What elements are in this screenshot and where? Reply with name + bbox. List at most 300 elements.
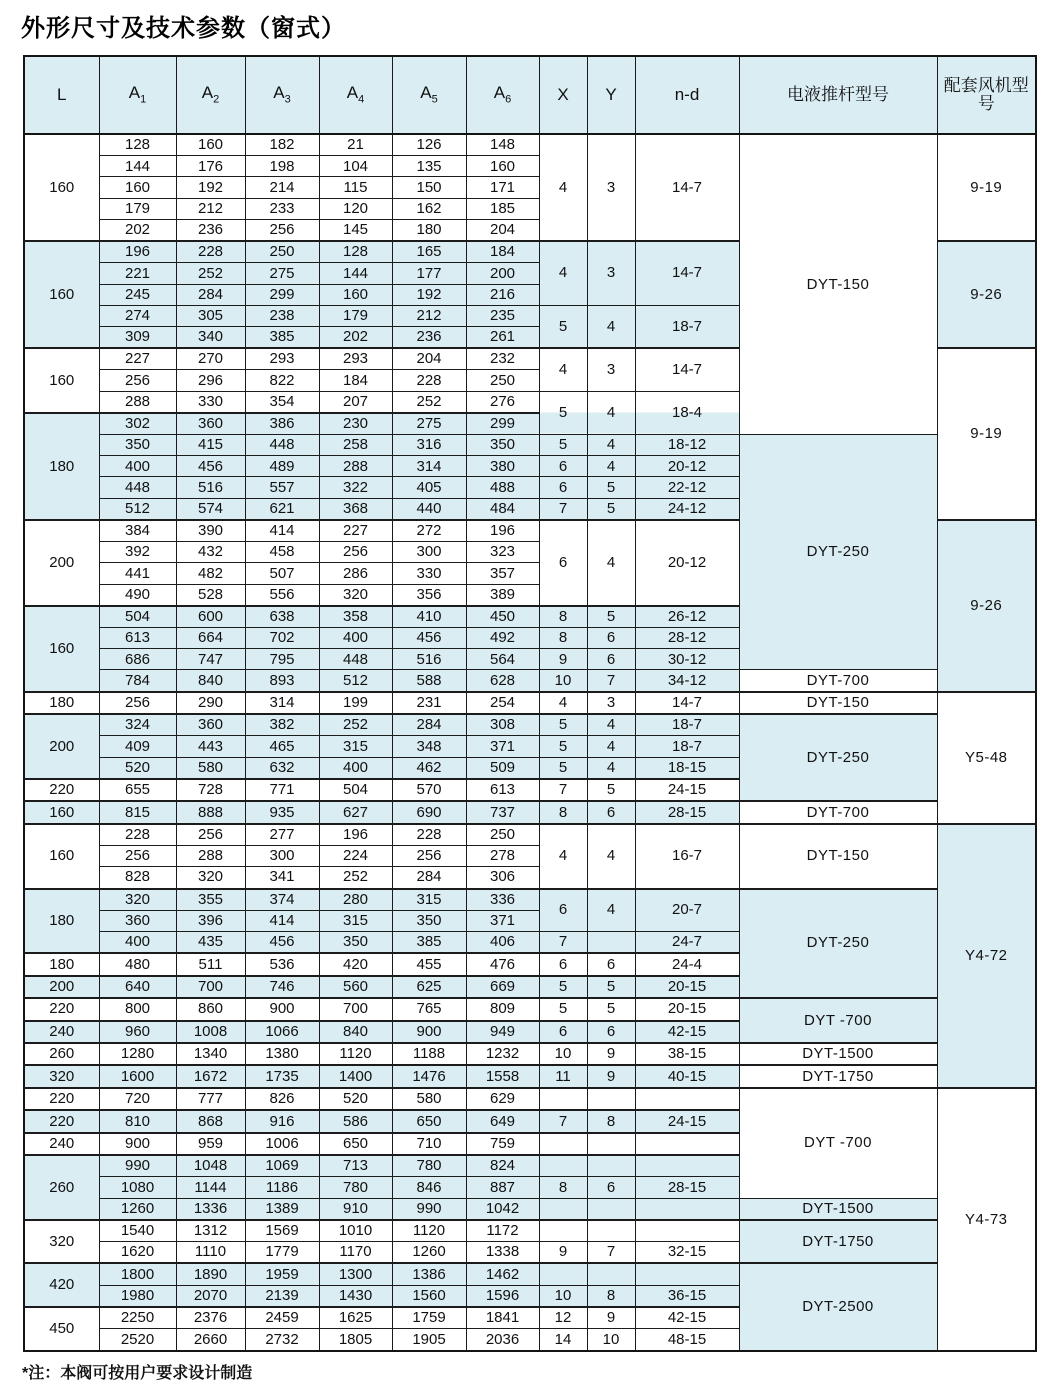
table-row bbox=[24, 1065, 1036, 1087]
cell-n-d: 24-7 bbox=[635, 931, 739, 953]
cell-pusher-model: DYT-1750 bbox=[739, 1220, 937, 1264]
cell-Y: 9 bbox=[587, 1065, 635, 1087]
cell-A6: 887 bbox=[466, 1177, 539, 1198]
cell-A4: 224 bbox=[319, 846, 392, 867]
cell-A2: 256 bbox=[176, 824, 245, 846]
cell-A3: 507 bbox=[245, 563, 319, 584]
cell-A1: 480 bbox=[99, 953, 176, 975]
cell-A4: 1805 bbox=[319, 1329, 392, 1351]
cell-A1: 144 bbox=[99, 156, 176, 177]
cell-A1: 815 bbox=[99, 801, 176, 823]
cell-A5: 192 bbox=[392, 284, 466, 305]
cell-Y: 4 bbox=[587, 520, 635, 606]
cell-A4: 288 bbox=[319, 456, 392, 477]
cell-fan-model: 9-26 bbox=[937, 241, 1036, 348]
cell-A3: 458 bbox=[245, 542, 319, 563]
cell-Y: 4 bbox=[587, 305, 635, 348]
cell-Y: 9 bbox=[587, 1043, 635, 1065]
cell-A2: 176 bbox=[176, 156, 245, 177]
cell-L: 160 bbox=[24, 824, 99, 889]
cell-A5: 462 bbox=[392, 757, 466, 779]
cell-A4: 286 bbox=[319, 563, 392, 584]
cell-Y bbox=[587, 1198, 635, 1220]
cell-A6: 196 bbox=[466, 520, 539, 542]
cell-Y: 9 bbox=[587, 1307, 635, 1329]
cell-A1: 655 bbox=[99, 779, 176, 801]
cell-n-d: 34-12 bbox=[635, 670, 739, 692]
cell-A3: 893 bbox=[245, 670, 319, 692]
cell-A2: 305 bbox=[176, 305, 245, 326]
cell-A4: 1170 bbox=[319, 1242, 392, 1264]
cell-A4: 256 bbox=[319, 542, 392, 563]
cell-A1: 520 bbox=[99, 757, 176, 779]
cell-n-d: 18-4 bbox=[635, 391, 739, 435]
cell-A6: 171 bbox=[466, 177, 539, 198]
cell-L: 200 bbox=[24, 520, 99, 606]
cell-Y: 7 bbox=[587, 1242, 635, 1264]
cell-A3: 354 bbox=[245, 391, 319, 413]
cell-n-d: 18-7 bbox=[635, 305, 739, 348]
cell-A5: 1188 bbox=[392, 1043, 466, 1065]
cell-X: 6 bbox=[539, 1021, 587, 1043]
cell-A2: 747 bbox=[176, 649, 245, 670]
cell-A5: 650 bbox=[392, 1110, 466, 1132]
column-header-0: L bbox=[24, 56, 99, 134]
cell-A6: 216 bbox=[466, 284, 539, 305]
cell-Y: 4 bbox=[587, 456, 635, 477]
cell-n-d: 24-15 bbox=[635, 779, 739, 801]
cell-X: 6 bbox=[539, 477, 587, 498]
cell-fan-model: Y5-48 bbox=[937, 692, 1036, 824]
cell-n-d: 48-15 bbox=[635, 1329, 739, 1351]
cell-A1: 900 bbox=[99, 1133, 176, 1155]
cell-n-d: 26-12 bbox=[635, 606, 739, 628]
cell-A1: 2250 bbox=[99, 1307, 176, 1329]
table-row bbox=[24, 692, 1036, 714]
cell-A2: 435 bbox=[176, 931, 245, 953]
cell-A1: 196 bbox=[99, 241, 176, 263]
cell-A6: 1338 bbox=[466, 1242, 539, 1264]
cell-A4: 320 bbox=[319, 584, 392, 606]
cell-A4: 293 bbox=[319, 348, 392, 370]
cell-A2: 888 bbox=[176, 801, 245, 823]
cell-Y: 6 bbox=[587, 628, 635, 649]
cell-A2: 284 bbox=[176, 284, 245, 305]
cell-A4: 179 bbox=[319, 305, 392, 326]
cell-A4: 202 bbox=[319, 326, 392, 348]
cell-A1: 490 bbox=[99, 584, 176, 606]
cell-X: 5 bbox=[539, 736, 587, 757]
cell-Y bbox=[587, 1220, 635, 1242]
cell-fan-model: 9-26 bbox=[937, 520, 1036, 692]
cell-pusher-model: DYT-700 bbox=[739, 801, 937, 823]
cell-n-d: 38-15 bbox=[635, 1043, 739, 1065]
cell-A4: 840 bbox=[319, 1021, 392, 1043]
cell-Y bbox=[587, 1133, 635, 1155]
cell-pusher-model: DYT-700 bbox=[739, 670, 937, 692]
cell-A4: 145 bbox=[319, 219, 392, 241]
cell-A6: 350 bbox=[466, 435, 539, 456]
cell-A1: 1260 bbox=[99, 1198, 176, 1220]
table-row bbox=[24, 670, 1036, 692]
cell-n-d bbox=[635, 1133, 739, 1155]
cell-A5: 900 bbox=[392, 1021, 466, 1043]
cell-X: 5 bbox=[539, 435, 587, 456]
cell-A5: 1560 bbox=[392, 1285, 466, 1307]
cell-A6: 276 bbox=[466, 391, 539, 413]
cell-A5: 780 bbox=[392, 1155, 466, 1177]
cell-A3: 275 bbox=[245, 263, 319, 284]
cell-n-d: 28-12 bbox=[635, 628, 739, 649]
cell-X: 8 bbox=[539, 1177, 587, 1198]
cell-A1: 360 bbox=[99, 910, 176, 931]
cell-Y: 8 bbox=[587, 1285, 635, 1307]
cell-A3: 465 bbox=[245, 736, 319, 757]
cell-A4: 504 bbox=[319, 779, 392, 801]
cell-L: 180 bbox=[24, 413, 99, 520]
cell-A2: 192 bbox=[176, 177, 245, 198]
cell-A1: 392 bbox=[99, 542, 176, 563]
cell-A1: 1600 bbox=[99, 1065, 176, 1087]
cell-A6: 250 bbox=[466, 824, 539, 846]
cell-Y: 3 bbox=[587, 692, 635, 714]
cell-A5: 1120 bbox=[392, 1220, 466, 1242]
cell-A4: 227 bbox=[319, 520, 392, 542]
cell-A5: 455 bbox=[392, 953, 466, 975]
cell-A5: 440 bbox=[392, 498, 466, 520]
cell-A4: 196 bbox=[319, 824, 392, 846]
cell-L: 200 bbox=[24, 714, 99, 779]
cell-X: 4 bbox=[539, 824, 587, 889]
cell-n-d: 22-12 bbox=[635, 477, 739, 498]
cell-A6: 949 bbox=[466, 1021, 539, 1043]
cell-A6: 184 bbox=[466, 241, 539, 263]
cell-Y: 3 bbox=[587, 348, 635, 391]
cell-X: 5 bbox=[539, 757, 587, 779]
cell-A1: 350 bbox=[99, 435, 176, 456]
cell-A4: 252 bbox=[319, 867, 392, 889]
cell-A3: 795 bbox=[245, 649, 319, 670]
cell-A4: 512 bbox=[319, 670, 392, 692]
cell-A6: 509 bbox=[466, 757, 539, 779]
cell-A1: 640 bbox=[99, 976, 176, 998]
cell-A5: 385 bbox=[392, 931, 466, 953]
cell-Y: 5 bbox=[587, 606, 635, 628]
cell-A5: 272 bbox=[392, 520, 466, 542]
cell-X: 5 bbox=[539, 305, 587, 348]
cell-A4: 128 bbox=[319, 241, 392, 263]
cell-A5: 846 bbox=[392, 1177, 466, 1198]
cell-A3: 233 bbox=[245, 198, 319, 219]
cell-A6: 649 bbox=[466, 1110, 539, 1132]
cell-A6: 1558 bbox=[466, 1065, 539, 1087]
cell-L: 240 bbox=[24, 1021, 99, 1043]
cell-X: 8 bbox=[539, 606, 587, 628]
cell-A1: 256 bbox=[99, 692, 176, 714]
cell-A5: 348 bbox=[392, 736, 466, 757]
cell-A5: 284 bbox=[392, 714, 466, 736]
cell-A3: 414 bbox=[245, 910, 319, 931]
cell-A2: 355 bbox=[176, 889, 245, 911]
cell-A6: 308 bbox=[466, 714, 539, 736]
cell-A3: 621 bbox=[245, 498, 319, 520]
cell-A2: 959 bbox=[176, 1133, 245, 1155]
cell-A6: 261 bbox=[466, 326, 539, 348]
cell-A1: 512 bbox=[99, 498, 176, 520]
cell-X: 11 bbox=[539, 1065, 587, 1087]
cell-n-d: 16-7 bbox=[635, 824, 739, 889]
cell-A5: 516 bbox=[392, 649, 466, 670]
table-row bbox=[24, 1198, 1036, 1220]
cell-Y: 4 bbox=[587, 889, 635, 932]
cell-A3: 489 bbox=[245, 456, 319, 477]
cell-A2: 360 bbox=[176, 714, 245, 736]
cell-A4: 1120 bbox=[319, 1043, 392, 1065]
cell-L: 260 bbox=[24, 1155, 99, 1220]
cell-A5: 126 bbox=[392, 134, 466, 156]
cell-X bbox=[539, 1088, 587, 1110]
cell-A4: 258 bbox=[319, 435, 392, 456]
cell-pusher-model: DYT-2500 bbox=[739, 1263, 937, 1351]
cell-A4: 21 bbox=[319, 134, 392, 156]
cell-A1: 179 bbox=[99, 198, 176, 219]
cell-A2: 528 bbox=[176, 584, 245, 606]
cell-A1: 400 bbox=[99, 456, 176, 477]
cell-Y: 4 bbox=[587, 757, 635, 779]
cell-L: 180 bbox=[24, 953, 99, 975]
cell-Y: 4 bbox=[587, 824, 635, 889]
cell-L: 450 bbox=[24, 1307, 99, 1351]
table-row bbox=[24, 1088, 1036, 1110]
cell-n-d bbox=[635, 1088, 739, 1110]
column-header-2: $A_2$ bbox=[176, 56, 245, 134]
cell-A5: 165 bbox=[392, 241, 466, 263]
cell-X: 10 bbox=[539, 1043, 587, 1065]
cell-A5: 1476 bbox=[392, 1065, 466, 1087]
cell-Y: 4 bbox=[587, 714, 635, 736]
cell-A6: 200 bbox=[466, 263, 539, 284]
cell-X: 6 bbox=[539, 520, 587, 606]
cell-A3: 238 bbox=[245, 305, 319, 326]
cell-X: 9 bbox=[539, 649, 587, 670]
cell-A2: 580 bbox=[176, 757, 245, 779]
cell-A5: 690 bbox=[392, 801, 466, 823]
cell-A3: 299 bbox=[245, 284, 319, 305]
column-header-1: $A_1$ bbox=[99, 56, 176, 134]
cell-X: 4 bbox=[539, 241, 587, 305]
cell-A4: 199 bbox=[319, 692, 392, 714]
cell-A3: 1735 bbox=[245, 1065, 319, 1087]
cell-A1: 245 bbox=[99, 284, 176, 305]
cell-X: 6 bbox=[539, 953, 587, 975]
header-row bbox=[24, 56, 1036, 134]
cell-n-d: 24-12 bbox=[635, 498, 739, 520]
cell-A1: 686 bbox=[99, 649, 176, 670]
cell-A3: 2459 bbox=[245, 1307, 319, 1329]
cell-Y: 10 bbox=[587, 1329, 635, 1351]
cell-A4: 586 bbox=[319, 1110, 392, 1132]
cell-A6: 160 bbox=[466, 156, 539, 177]
cell-A3: 1069 bbox=[245, 1155, 319, 1177]
cell-X: 6 bbox=[539, 456, 587, 477]
cell-A6: 1042 bbox=[466, 1198, 539, 1220]
cell-L: 160 bbox=[24, 801, 99, 823]
cell-A2: 456 bbox=[176, 456, 245, 477]
cell-A6: 1596 bbox=[466, 1285, 539, 1307]
cell-Y bbox=[587, 1088, 635, 1110]
cell-n-d: 18-12 bbox=[635, 435, 739, 456]
cell-A1: 221 bbox=[99, 263, 176, 284]
cell-pusher-model: DYT-250 bbox=[739, 714, 937, 801]
cell-A2: 236 bbox=[176, 219, 245, 241]
cell-A4: 115 bbox=[319, 177, 392, 198]
cell-A6: 476 bbox=[466, 953, 539, 975]
cell-L: 420 bbox=[24, 1263, 99, 1307]
cell-A2: 2660 bbox=[176, 1329, 245, 1351]
page-title: 外形尺寸及技术参数（窗式） bbox=[21, 15, 346, 42]
cell-A5: 405 bbox=[392, 477, 466, 498]
cell-A4: 280 bbox=[319, 889, 392, 911]
cell-A4: 315 bbox=[319, 736, 392, 757]
cell-A5: 135 bbox=[392, 156, 466, 177]
cell-A2: 320 bbox=[176, 867, 245, 889]
cell-A2: 516 bbox=[176, 477, 245, 498]
cell-Y bbox=[587, 1263, 635, 1285]
cell-A5: 1386 bbox=[392, 1263, 466, 1285]
cell-A1: 256 bbox=[99, 370, 176, 391]
cell-A6: 628 bbox=[466, 670, 539, 692]
cell-X: 6 bbox=[539, 889, 587, 932]
cell-A3: 374 bbox=[245, 889, 319, 911]
cell-A3: 916 bbox=[245, 1110, 319, 1132]
cell-A4: 650 bbox=[319, 1133, 392, 1155]
cell-A6: 185 bbox=[466, 198, 539, 219]
cell-A3: 638 bbox=[245, 606, 319, 628]
cell-fan-model: 9-19 bbox=[937, 348, 1036, 520]
cell-A5: 1260 bbox=[392, 1242, 466, 1264]
cell-A2: 1144 bbox=[176, 1177, 245, 1198]
cell-X: 8 bbox=[539, 628, 587, 649]
cell-A3: 214 bbox=[245, 177, 319, 198]
cell-A1: 1080 bbox=[99, 1177, 176, 1198]
cell-A2: 840 bbox=[176, 670, 245, 692]
cell-L: 160 bbox=[24, 348, 99, 413]
cell-A3: 556 bbox=[245, 584, 319, 606]
cell-pusher-model: DYT -700 bbox=[739, 1088, 937, 1198]
cell-A6: 380 bbox=[466, 456, 539, 477]
cell-A4: 1010 bbox=[319, 1220, 392, 1242]
cell-A2: 288 bbox=[176, 846, 245, 867]
cell-n-d: 24-4 bbox=[635, 953, 739, 975]
cell-A4: 627 bbox=[319, 801, 392, 823]
cell-A6: 254 bbox=[466, 692, 539, 714]
cell-A5: 410 bbox=[392, 606, 466, 628]
cell-A1: 202 bbox=[99, 219, 176, 241]
column-header-4: $A_4$ bbox=[319, 56, 392, 134]
cell-A1: 810 bbox=[99, 1110, 176, 1132]
cell-A2: 330 bbox=[176, 391, 245, 413]
cell-X: 7 bbox=[539, 1110, 587, 1132]
footnote: *注：本阀可按用户要求设计制造 bbox=[22, 1365, 253, 1382]
cell-A5: 315 bbox=[392, 889, 466, 911]
cell-A5: 275 bbox=[392, 413, 466, 435]
cell-L: 220 bbox=[24, 1088, 99, 1110]
cell-L: 260 bbox=[24, 1043, 99, 1065]
cell-A4: 207 bbox=[319, 391, 392, 413]
cell-A5: 228 bbox=[392, 370, 466, 391]
cell-A4: 713 bbox=[319, 1155, 392, 1177]
cell-n-d: 28-15 bbox=[635, 801, 739, 823]
cell-A3: 536 bbox=[245, 953, 319, 975]
cell-A5: 252 bbox=[392, 391, 466, 413]
cell-A1: 324 bbox=[99, 714, 176, 736]
cell-A6: 371 bbox=[466, 910, 539, 931]
cell-L: 220 bbox=[24, 1110, 99, 1132]
cell-n-d: 28-15 bbox=[635, 1177, 739, 1198]
cell-Y: 6 bbox=[587, 649, 635, 670]
cell-A3: 1066 bbox=[245, 1021, 319, 1043]
cell-X: 4 bbox=[539, 348, 587, 391]
cell-pusher-model: DYT-250 bbox=[739, 435, 937, 670]
cell-A1: 990 bbox=[99, 1155, 176, 1177]
cell-L: 320 bbox=[24, 1065, 99, 1087]
cell-A2: 443 bbox=[176, 736, 245, 757]
cell-A3: 293 bbox=[245, 348, 319, 370]
cell-Y: 3 bbox=[587, 134, 635, 241]
cell-A5: 180 bbox=[392, 219, 466, 241]
cell-pusher-model: DYT-150 bbox=[739, 824, 937, 889]
cell-A2: 290 bbox=[176, 692, 245, 714]
cell-n-d: 42-15 bbox=[635, 1307, 739, 1329]
cell-A2: 600 bbox=[176, 606, 245, 628]
cell-A5: 228 bbox=[392, 824, 466, 846]
cell-A4: 230 bbox=[319, 413, 392, 435]
cell-pusher-model: DYT -700 bbox=[739, 998, 937, 1043]
cell-Y: 6 bbox=[587, 1021, 635, 1043]
cell-A3: 2139 bbox=[245, 1285, 319, 1307]
cell-A2: 574 bbox=[176, 498, 245, 520]
cell-X: 7 bbox=[539, 498, 587, 520]
cell-A6: 759 bbox=[466, 1133, 539, 1155]
cell-A1: 384 bbox=[99, 520, 176, 542]
cell-X: 9 bbox=[539, 1242, 587, 1264]
cell-A4: 368 bbox=[319, 498, 392, 520]
column-header-3: $A_3$ bbox=[245, 56, 319, 134]
cell-X: 5 bbox=[539, 998, 587, 1020]
cell-A3: 456 bbox=[245, 931, 319, 953]
cell-A1: 302 bbox=[99, 413, 176, 435]
cell-A2: 700 bbox=[176, 976, 245, 998]
cell-A2: 415 bbox=[176, 435, 245, 456]
cell-X: 10 bbox=[539, 1285, 587, 1307]
cell-A2: 860 bbox=[176, 998, 245, 1020]
cell-A5: 314 bbox=[392, 456, 466, 477]
cell-pusher-model: DYT-1750 bbox=[739, 1065, 937, 1087]
cell-A6: 737 bbox=[466, 801, 539, 823]
table-row bbox=[24, 714, 1036, 736]
cell-L: 220 bbox=[24, 998, 99, 1020]
cell-A6: 1232 bbox=[466, 1043, 539, 1065]
cell-Y: 5 bbox=[587, 998, 635, 1020]
cell-A2: 390 bbox=[176, 520, 245, 542]
cell-A2: 160 bbox=[176, 134, 245, 156]
cell-A3: 2732 bbox=[245, 1329, 319, 1351]
cell-A6: 336 bbox=[466, 889, 539, 911]
cell-A3: 256 bbox=[245, 219, 319, 241]
cell-A6: 1462 bbox=[466, 1263, 539, 1285]
cell-A6: 492 bbox=[466, 628, 539, 649]
cell-A5: 212 bbox=[392, 305, 466, 326]
